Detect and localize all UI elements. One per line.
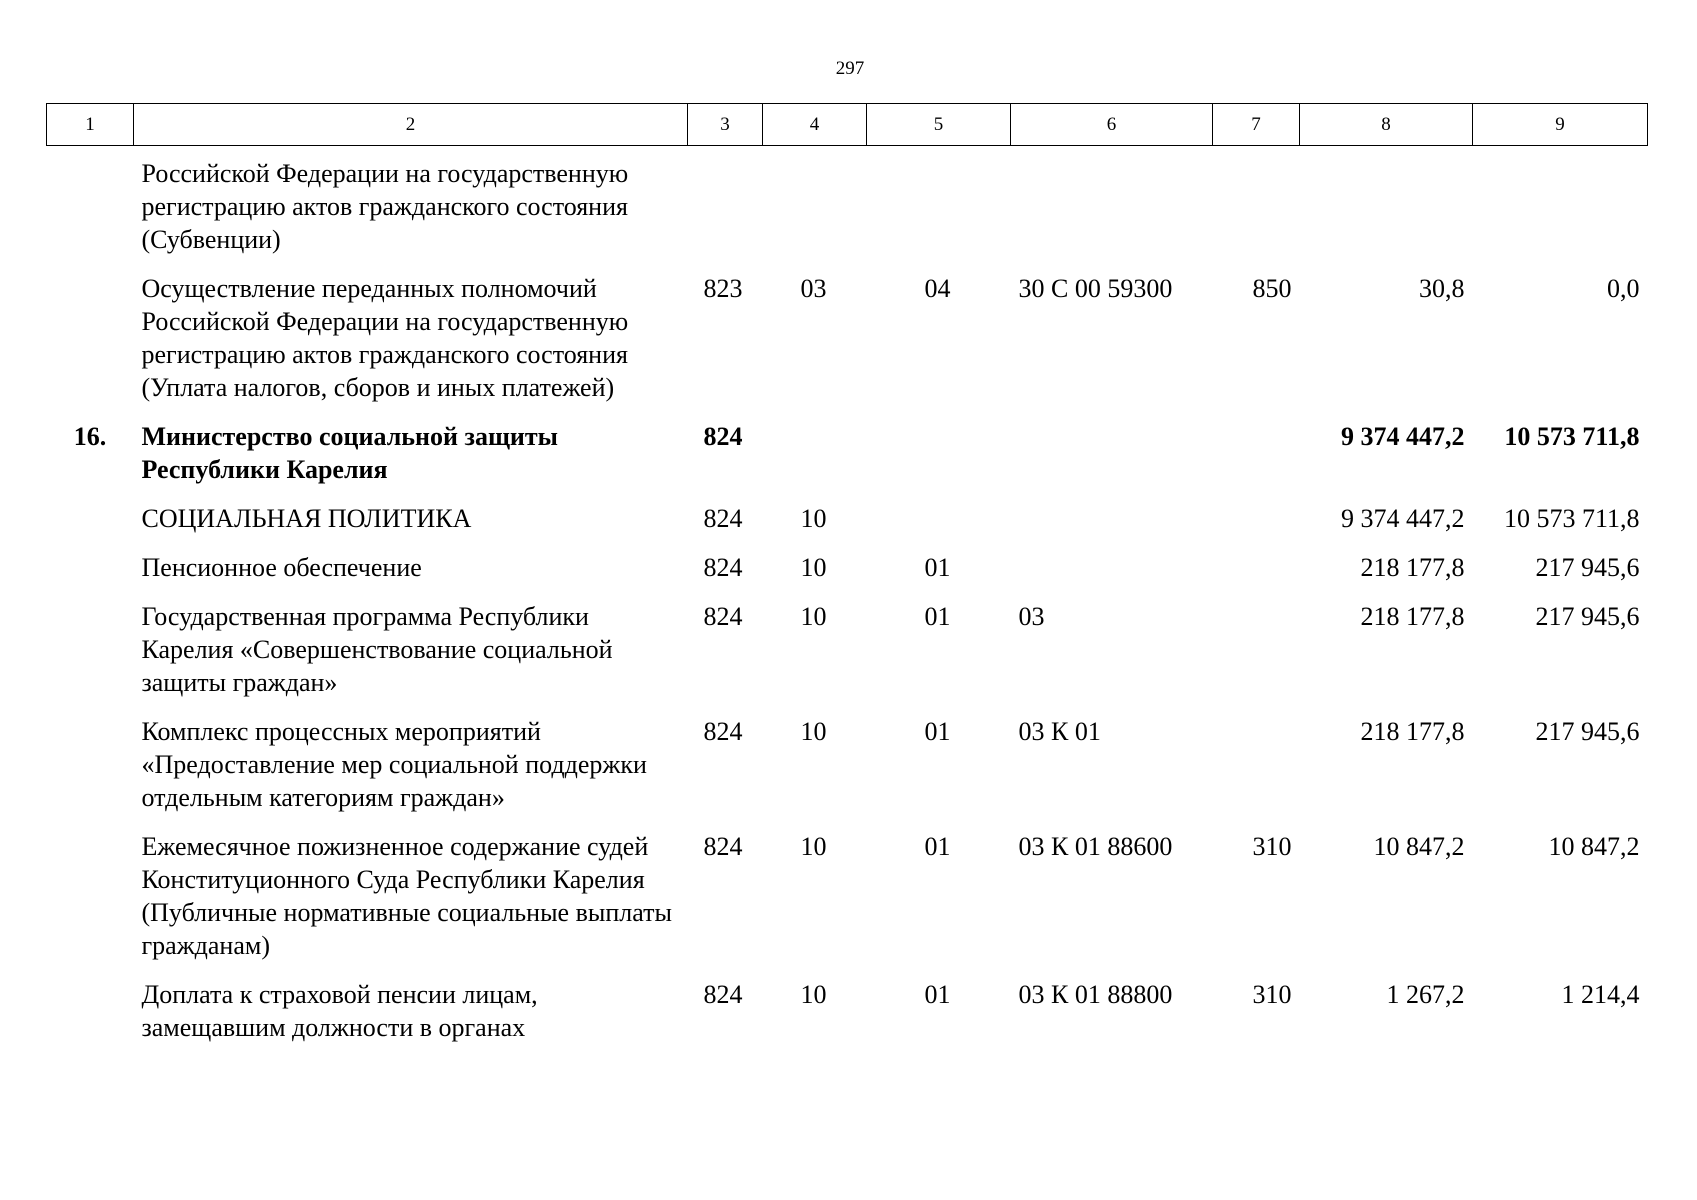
expense-type-cell [1213,600,1300,715]
amount-year2-cell: 10 573 711,8 [1504,422,1640,451]
amount-year2-cell [1473,146,1648,273]
target-article-cell [1011,551,1213,600]
ministry-code-cell: 824 [703,832,743,861]
row-number-cell [47,502,134,551]
section-code-cell: 10 [800,504,827,533]
table-body [47,146,1648,1061]
section-code-cell: 03 [800,274,827,303]
subsection-code-cell: 01 [924,602,951,631]
expense-type-cell [1213,551,1300,600]
ministry-code-cell: 824 [703,717,743,746]
column-header-8: 8 [1300,104,1473,146]
subsection-code-cell [867,502,1011,551]
table-row [47,830,1648,978]
row-name-cell: Ежемесячное пожизненное содержание судей Конституционного Суда Республики Карелия (Публичные нормативные социальные выплаты гражданам) [141,832,672,960]
expense-type-cell: 850 [1252,274,1292,303]
row-number-cell: 16. [73,422,107,451]
row-number-cell [47,978,134,1060]
subsection-code-cell [867,146,1011,273]
target-article-cell: 03 К 01 [1018,717,1101,746]
column-header-2: 2 [134,104,688,146]
ministry-code-cell: 824 [703,602,743,631]
table-row [47,978,1648,1060]
row-number-cell [47,272,134,420]
row-number-cell [47,146,134,273]
target-article-cell: 03 К 01 88800 [1018,980,1173,1009]
amount-year1-cell: 218 177,8 [1360,553,1465,582]
budget-table [46,103,1648,1060]
expense-type-cell [1213,146,1300,273]
ministry-code-cell: 824 [703,504,743,533]
column-header-1: 1 [47,104,134,146]
row-name-cell: Министерство социальной защиты Республики Карелия [141,422,558,484]
section-code-cell [763,420,867,502]
row-number-cell [47,715,134,830]
subsection-code-cell: 01 [924,832,951,861]
subsection-code-cell: 01 [924,980,951,1009]
amount-year1-cell: 1 267,2 [1386,980,1465,1009]
amount-year2-cell: 217 945,6 [1535,717,1640,746]
row-number-cell [47,551,134,600]
row-name-cell: Российской Федерации на государственную регистрацию актов гражданского состояния (Субвенции) [141,159,629,254]
amount-year1-cell: 218 177,8 [1360,602,1465,631]
table-row [47,502,1648,551]
amount-year1-cell: 30,8 [1419,274,1465,303]
column-header-7: 7 [1213,104,1300,146]
row-number-cell [47,830,134,978]
table-row [47,600,1648,715]
subsection-code-cell: 01 [924,717,951,746]
ministry-code-cell: 823 [703,274,743,303]
subsection-code-cell: 01 [924,553,951,582]
amount-year1-cell: 218 177,8 [1360,717,1465,746]
row-name-cell: Доплата к страховой пенсии лицам, замещавшим должности в органах [141,980,538,1042]
column-header-3: 3 [688,104,763,146]
column-header-6: 6 [1011,104,1213,146]
section-code-cell [763,146,867,273]
column-header-9: 9 [1473,104,1648,146]
target-article-cell: 03 [1018,602,1045,631]
target-article-cell [1011,420,1213,502]
ministry-code-cell [688,146,763,273]
expense-type-cell: 310 [1252,832,1292,861]
expense-type-cell: 310 [1252,980,1292,1009]
expense-type-cell [1213,420,1300,502]
column-header-5: 5 [867,104,1011,146]
row-name-cell: Комплекс процессных мероприятий «Предоставление мер социальной поддержки отдельным категориям граждан» [141,717,647,812]
column-header-4: 4 [763,104,867,146]
row-number-cell [47,600,134,715]
target-article-cell: 30 С 00 59300 [1018,274,1173,303]
amount-year2-cell: 1 214,4 [1561,980,1640,1009]
row-name-cell: Государственная программа Республики Карелия «Совершенствование социальной защиты граждан» [141,602,613,697]
expense-type-cell [1213,715,1300,830]
section-code-cell: 10 [800,717,827,746]
amount-year2-cell: 0,0 [1607,274,1640,303]
table-row [47,420,1648,502]
section-code-cell: 10 [800,980,827,1009]
row-name-cell: СОЦИАЛЬНАЯ ПОЛИТИКА [141,504,472,533]
amount-year1-cell: 9 374 447,2 [1341,504,1465,533]
page-number: 297 [835,58,865,79]
target-article-cell [1011,146,1213,273]
table-row [47,146,1648,273]
table-row [47,551,1648,600]
section-code-cell: 10 [800,602,827,631]
table-row [47,715,1648,830]
section-code-cell: 10 [800,832,827,861]
column-number-header-row [47,104,1648,146]
amount-year1-cell: 10 847,2 [1373,832,1465,861]
amount-year1-cell: 9 374 447,2 [1341,422,1465,451]
table-row [47,272,1648,420]
amount-year2-cell: 10 847,2 [1548,832,1640,861]
amount-year2-cell: 10 573 711,8 [1503,504,1640,533]
target-article-cell: 03 К 01 88600 [1018,832,1173,861]
ministry-code-cell: 824 [703,422,743,451]
target-article-cell [1011,502,1213,551]
expense-type-cell [1213,502,1300,551]
amount-year2-cell: 217 945,6 [1535,602,1640,631]
row-name-cell: Осуществление переданных полномочий Российской Федерации на государственную регистрацию актов гражданского состояния (Уплата налогов, сборов и иных платежей) [141,274,629,402]
subsection-code-cell [867,420,1011,502]
ministry-code-cell: 824 [703,980,743,1009]
amount-year1-cell [1300,146,1473,273]
amount-year2-cell: 217 945,6 [1535,553,1640,582]
subsection-code-cell: 04 [924,274,951,303]
row-name-cell: Пенсионное обеспечение [141,553,422,582]
ministry-code-cell: 824 [703,553,743,582]
section-code-cell: 10 [800,553,827,582]
